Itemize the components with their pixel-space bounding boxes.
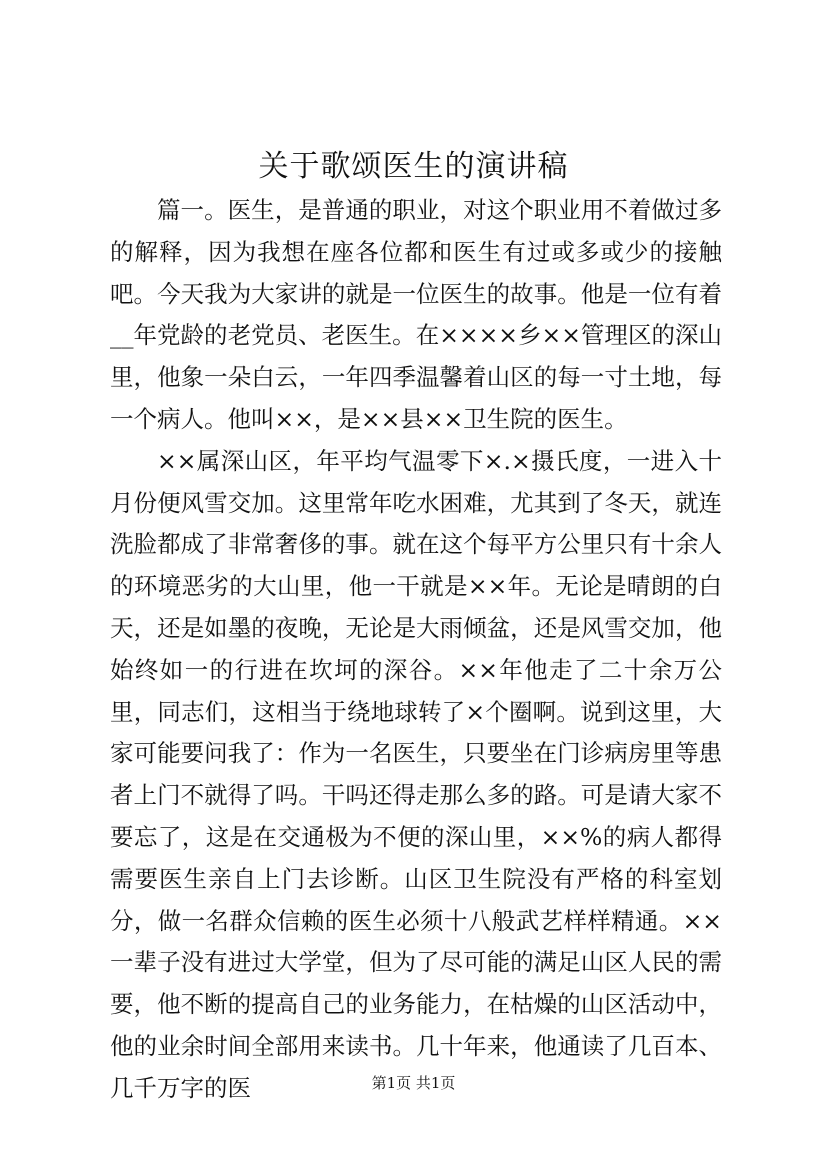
document-title: 关于歌颂医生的演讲稿 bbox=[258, 149, 569, 184]
paragraph-1: 篇一。医生，是普通的职业，对这个职业用不着做过多的解释，因为我想在座各位都和医生有过或多或少的接触吧。今天我为大家讲的就是一位医生的故事。他是一位有着__年党龄的老党员、老医生。在××××乡××管理区的深山里，他象一朵白云，一年四季温馨着山区的每一寸土地，每一个病人。他叫××，是××县××卫生院的医生。 bbox=[110, 196, 722, 433]
page-footer: 第1页 共1页 bbox=[371, 1074, 456, 1092]
document-body bbox=[110, 190, 722, 1110]
paragraph-2: ××属深山区，年平均气温零下×.×摄氏度，一进入十月份便风雪交加。这里常年吃水困难，尤其到了冬天，就连洗脸都成了非常奢侈的事。就在这个每平方公里只有十余人的环境恶劣的大山里，他一干就是××年。无论是晴朗的白天，还是如墨的夜晚，无论是大雨倾盆，还是风雪交加，他始终如一的行进在坎坷的深谷。××年他走了二十余万公里，同志们，这相当于绕地球转了×个圈啊。说到这里，大家可能要问我了：作为一名医生，只要坐在门诊病房里等患者上门不就得了吗。干吗还得走那么多的路。可是请大家不要忘了，这是在交通极为不便的深山里，××%的病人都得需要医生亲自上门去诊断。山区卫生院没有严格的科室划分，做一名群众信赖的医生必须十八般武艺样样精通。××一辈子没有进过大学堂，但为了尽可能的满足山区人民的需要，他不断的提高自己的业务能力，在枯燥的山区活动中，他的业余时间全部用来读书。几十年来，他通读了几百本、几千万字的医 bbox=[110, 446, 722, 1102]
